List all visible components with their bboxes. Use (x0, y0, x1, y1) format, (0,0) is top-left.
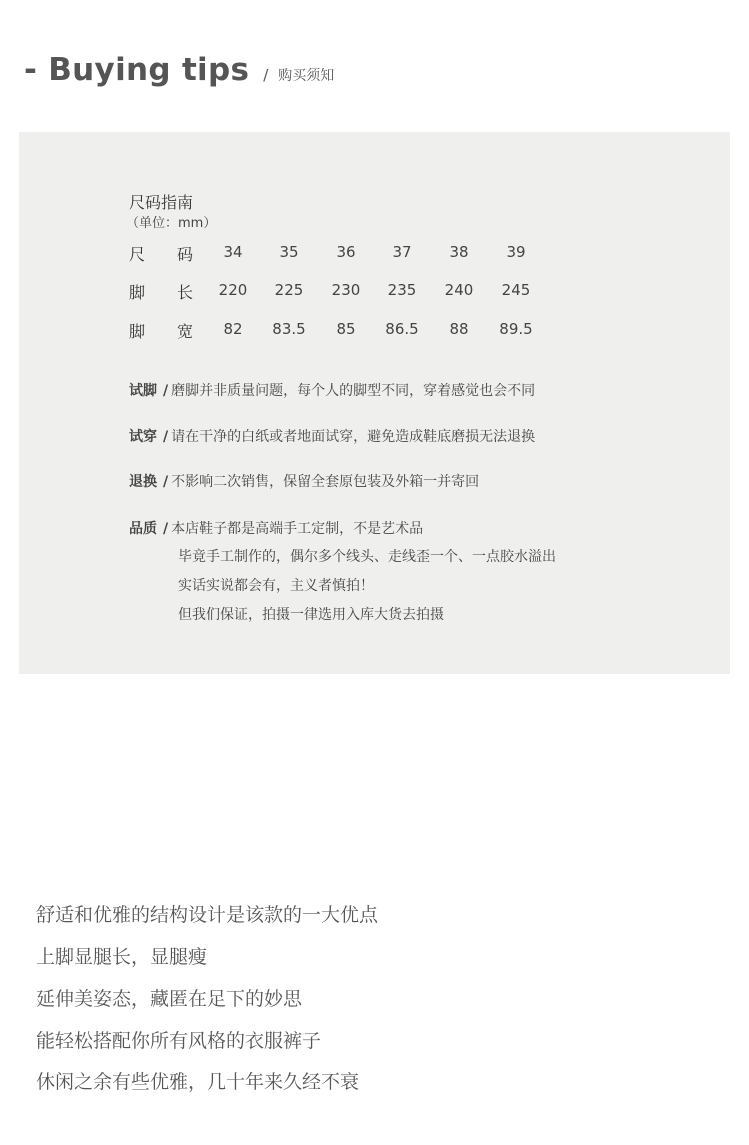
tip-label: 退换 (129, 474, 157, 490)
size-value: 88 (449, 320, 469, 338)
title-separator: / (263, 66, 269, 84)
row-label: 码 (177, 245, 194, 264)
row-label: 脚 (129, 322, 146, 341)
row-label: 宽 (177, 322, 194, 341)
size-value: 83.5 (272, 320, 306, 338)
size-value: 37 (392, 243, 412, 261)
size-value: 89.5 (499, 320, 533, 338)
size-value: 230 (331, 281, 361, 299)
tip-continuation: 但我们保证，拍摄一律选用入库大货去拍摄 (178, 607, 444, 623)
tip-separator: / (163, 521, 169, 537)
size-value: 36 (336, 243, 356, 261)
size-value: 34 (223, 243, 243, 261)
size-value: 35 (279, 243, 299, 261)
description-line: 上脚显腿长，显腿瘦 (36, 946, 208, 968)
size-value: 38 (449, 243, 469, 261)
size-value: 245 (501, 281, 531, 299)
row-label: 尺 (129, 245, 146, 264)
size-value: 39 (506, 243, 526, 261)
size-value: 82 (223, 320, 243, 338)
size-value: 225 (274, 281, 304, 299)
size-value: 240 (444, 281, 474, 299)
tip-item (129, 426, 535, 446)
tip-separator: / (163, 383, 169, 399)
size-value: 220 (218, 281, 248, 299)
description-line: 延伸美姿态，藏匿在足下的妙思 (36, 988, 303, 1010)
tip-label: 试穿 (129, 429, 157, 445)
tip-separator: / (163, 474, 169, 490)
description-line: 休闲之余有些优雅，几十年来久经不衰 (36, 1071, 360, 1093)
tip-item (129, 380, 535, 400)
row-label: 脚 (129, 283, 146, 302)
buying-tips-header (24, 52, 334, 88)
description-line: 能轻松搭配你所有风格的衣服裤子 (36, 1030, 322, 1052)
section-title: - Buying tips (24, 52, 250, 88)
tip-continuation: 实话实说都会有，主义者慎拍！ (178, 578, 374, 594)
tip-label: 试脚 (129, 383, 157, 399)
tip-separator: / (163, 429, 169, 445)
tip-item (129, 471, 479, 491)
tips-panel (19, 132, 730, 674)
tip-text: 请在干净的白纸或者地面试穿，避免造成鞋底磨损无法退换 (171, 429, 536, 445)
size-value: 85 (336, 320, 356, 338)
size-guide-unit: （单位：mm） (126, 216, 217, 231)
tip-continuation: 毕竟手工制作的，偶尔多个线头、走线歪一个、一点胶水溢出 (178, 549, 556, 565)
description-line: 舒适和优雅的结构设计是该款的一大优点 (36, 904, 379, 926)
size-guide-title: 尺码指南 (129, 193, 194, 212)
size-value: 86.5 (385, 320, 419, 338)
tip-text: 磨脚并非质量问题，每个人的脚型不同，穿着感觉也会不同 (171, 383, 536, 399)
tip-item (129, 518, 423, 538)
tip-text: 不影响二次销售，保留全套原包装及外箱一并寄回 (171, 474, 480, 490)
section-subtitle: 购买须知 (278, 68, 335, 84)
tip-text: 本店鞋子都是高端手工定制，不是艺术品 (171, 521, 424, 537)
size-value: 235 (387, 281, 417, 299)
tip-label: 品质 (129, 521, 157, 537)
row-label: 长 (177, 283, 194, 302)
